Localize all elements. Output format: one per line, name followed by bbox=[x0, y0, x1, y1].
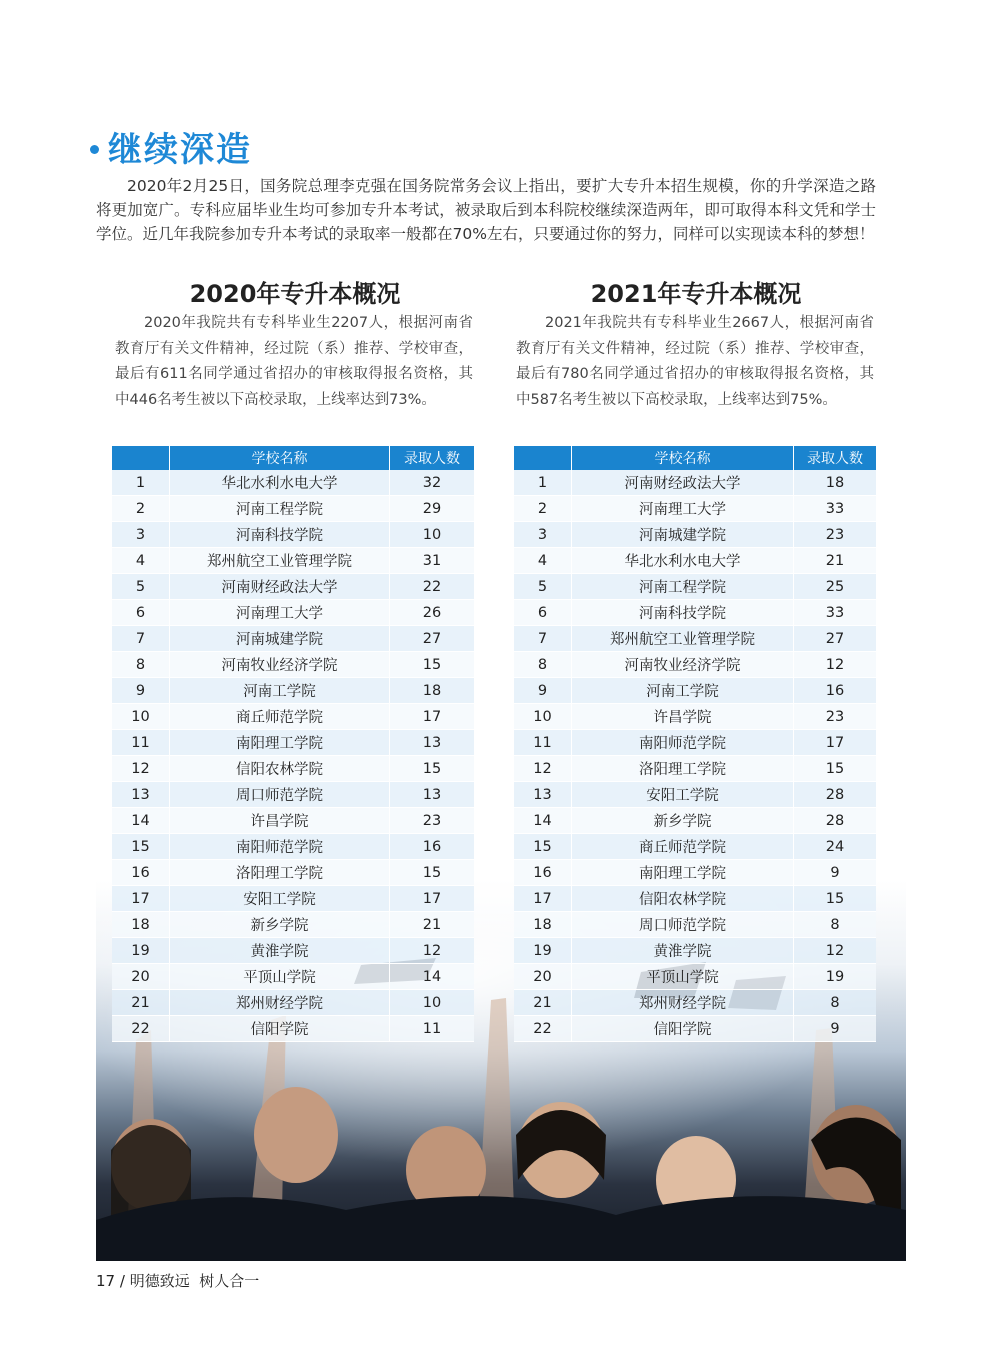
row-index: 17 bbox=[112, 886, 170, 912]
admitted-count: 12 bbox=[794, 652, 876, 678]
table-row bbox=[112, 756, 474, 782]
admitted-count: 18 bbox=[390, 678, 474, 704]
admitted-count: 17 bbox=[794, 730, 876, 756]
row-index: 20 bbox=[514, 964, 572, 990]
admitted-count: 10 bbox=[390, 522, 474, 548]
row-index: 6 bbox=[112, 600, 170, 626]
school-name: 安阳工学院 bbox=[170, 886, 390, 912]
row-index: 8 bbox=[112, 652, 170, 678]
table-row bbox=[112, 574, 474, 600]
row-index: 13 bbox=[112, 782, 170, 808]
row-index: 1 bbox=[514, 470, 572, 496]
table-row bbox=[514, 600, 876, 626]
admitted-count: 9 bbox=[794, 1016, 876, 1042]
admitted-count: 9 bbox=[794, 860, 876, 886]
school-name: 河南工学院 bbox=[170, 678, 390, 704]
table-row bbox=[514, 730, 876, 756]
school-name: 洛阳理工学院 bbox=[572, 756, 794, 782]
table-row bbox=[112, 652, 474, 678]
table-row bbox=[112, 600, 474, 626]
row-index: 8 bbox=[514, 652, 572, 678]
school-name: 华北水利水电大学 bbox=[170, 470, 390, 496]
admitted-count: 19 bbox=[794, 964, 876, 990]
school-name: 郑州航空工业管理学院 bbox=[572, 626, 794, 652]
table-row bbox=[514, 548, 876, 574]
admitted-count: 27 bbox=[794, 626, 876, 652]
table-row bbox=[112, 886, 474, 912]
school-name: 河南牧业经济学院 bbox=[170, 652, 390, 678]
school-name: 河南工程学院 bbox=[572, 574, 794, 600]
header-school: 学校名称 bbox=[170, 446, 390, 470]
school-name: 河南工程学院 bbox=[170, 496, 390, 522]
school-name: 平顶山学院 bbox=[170, 964, 390, 990]
row-index: 11 bbox=[514, 730, 572, 756]
school-name: 河南财经政法大学 bbox=[170, 574, 390, 600]
row-index: 17 bbox=[514, 886, 572, 912]
row-index: 22 bbox=[112, 1016, 170, 1042]
school-name: 河南理工大学 bbox=[170, 600, 390, 626]
school-name: 黄淮学院 bbox=[572, 938, 794, 964]
admitted-count: 15 bbox=[794, 756, 876, 782]
table-row bbox=[514, 886, 876, 912]
table-row bbox=[514, 860, 876, 886]
row-index: 3 bbox=[514, 522, 572, 548]
table-row bbox=[112, 808, 474, 834]
table-row bbox=[514, 496, 876, 522]
row-index: 6 bbox=[514, 600, 572, 626]
table-row bbox=[112, 496, 474, 522]
table-row bbox=[514, 626, 876, 652]
row-index: 18 bbox=[514, 912, 572, 938]
school-name: 郑州航空工业管理学院 bbox=[170, 548, 390, 574]
row-index: 9 bbox=[112, 678, 170, 704]
table-header-row bbox=[112, 446, 474, 470]
admitted-count: 23 bbox=[794, 522, 876, 548]
table-row bbox=[514, 782, 876, 808]
admitted-count: 15 bbox=[390, 860, 474, 886]
table-row bbox=[112, 678, 474, 704]
row-index: 9 bbox=[514, 678, 572, 704]
header-index bbox=[112, 446, 170, 470]
school-name: 华北水利水电大学 bbox=[572, 548, 794, 574]
title-2020: 2020年专升本概况 bbox=[189, 280, 401, 308]
admitted-count: 21 bbox=[390, 912, 474, 938]
row-index: 12 bbox=[514, 756, 572, 782]
header-count: 录取人数 bbox=[794, 446, 876, 470]
row-index: 11 bbox=[112, 730, 170, 756]
table-row bbox=[514, 938, 876, 964]
row-index: 16 bbox=[514, 860, 572, 886]
row-index: 19 bbox=[112, 938, 170, 964]
description-2021: 2021年我院共有专科毕业生2667人，根据河南省教育厅有关文件精神，经过院（系）推荐、学校审查，最后有780名同学通过省招办的审核取得报名资格，其中587名考生被以下高校录取，上线率达到75%。 bbox=[516, 315, 874, 408]
school-name: 新乡学院 bbox=[572, 808, 794, 834]
table-row bbox=[112, 990, 474, 1016]
table-row bbox=[112, 704, 474, 730]
table-row bbox=[112, 548, 474, 574]
admitted-count: 31 bbox=[390, 548, 474, 574]
table-row bbox=[112, 522, 474, 548]
row-index: 18 bbox=[112, 912, 170, 938]
row-index: 22 bbox=[514, 1016, 572, 1042]
table-row bbox=[514, 470, 876, 496]
school-name: 信阳农林学院 bbox=[572, 886, 794, 912]
header-index bbox=[514, 446, 572, 470]
admitted-count: 25 bbox=[794, 574, 876, 600]
row-index: 13 bbox=[514, 782, 572, 808]
table-row bbox=[514, 678, 876, 704]
school-name: 河南财经政法大学 bbox=[572, 470, 794, 496]
admitted-count: 12 bbox=[390, 938, 474, 964]
header-count: 录取人数 bbox=[390, 446, 474, 470]
description-2020: 2020年我院共有专科毕业生2207人，根据河南省教育厅有关文件精神，经过院（系）推荐、学校审查，最后有611名同学通过省招办的审核取得报名资格，其中446名考生被以下高校录取，上线率达到73%。 bbox=[115, 315, 473, 408]
admitted-count: 27 bbox=[390, 626, 474, 652]
admitted-count: 8 bbox=[794, 912, 876, 938]
table-row bbox=[514, 574, 876, 600]
school-name: 信阳农林学院 bbox=[170, 756, 390, 782]
bullet-dot-icon bbox=[90, 145, 99, 154]
table-row bbox=[514, 834, 876, 860]
row-index: 2 bbox=[112, 496, 170, 522]
table-row bbox=[514, 808, 876, 834]
school-name: 河南理工大学 bbox=[572, 496, 794, 522]
row-index: 5 bbox=[112, 574, 170, 600]
school-name: 安阳工学院 bbox=[572, 782, 794, 808]
table-row bbox=[112, 730, 474, 756]
table-row bbox=[514, 990, 876, 1016]
row-index: 10 bbox=[514, 704, 572, 730]
school-name: 郑州财经学院 bbox=[572, 990, 794, 1016]
row-index: 7 bbox=[514, 626, 572, 652]
row-index: 1 bbox=[112, 470, 170, 496]
table-row bbox=[112, 860, 474, 886]
table-row bbox=[112, 912, 474, 938]
table-row bbox=[112, 1016, 474, 1042]
admitted-count: 24 bbox=[794, 834, 876, 860]
admitted-count: 15 bbox=[794, 886, 876, 912]
section-heading bbox=[90, 122, 252, 171]
row-index: 15 bbox=[514, 834, 572, 860]
title-2021: 2021年专升本概况 bbox=[590, 280, 802, 308]
row-index: 4 bbox=[514, 548, 572, 574]
table-header-row bbox=[514, 446, 876, 470]
row-index: 2 bbox=[514, 496, 572, 522]
table-body-2021 bbox=[514, 470, 876, 1042]
school-name: 平顶山学院 bbox=[572, 964, 794, 990]
school-name: 洛阳理工学院 bbox=[170, 860, 390, 886]
section-title: 继续深造 bbox=[108, 130, 252, 170]
page-number: 17 bbox=[96, 1272, 116, 1290]
school-name: 信阳学院 bbox=[170, 1016, 390, 1042]
admitted-count: 26 bbox=[390, 600, 474, 626]
table-row bbox=[112, 938, 474, 964]
table-row bbox=[112, 964, 474, 990]
row-index: 12 bbox=[112, 756, 170, 782]
row-index: 10 bbox=[112, 704, 170, 730]
row-index: 20 bbox=[112, 964, 170, 990]
admitted-count: 29 bbox=[390, 496, 474, 522]
admitted-count: 13 bbox=[390, 782, 474, 808]
row-index: 15 bbox=[112, 834, 170, 860]
table-row bbox=[112, 782, 474, 808]
school-name: 河南科技学院 bbox=[170, 522, 390, 548]
school-name: 周口师范学院 bbox=[572, 912, 794, 938]
school-name: 南阳师范学院 bbox=[572, 730, 794, 756]
admitted-count: 11 bbox=[390, 1016, 474, 1042]
table-row bbox=[514, 912, 876, 938]
admitted-count: 32 bbox=[390, 470, 474, 496]
admitted-count: 28 bbox=[794, 782, 876, 808]
row-index: 5 bbox=[514, 574, 572, 600]
admitted-count: 13 bbox=[390, 730, 474, 756]
admitted-count: 33 bbox=[794, 600, 876, 626]
admitted-count: 28 bbox=[794, 808, 876, 834]
admitted-count: 23 bbox=[390, 808, 474, 834]
admitted-count: 14 bbox=[390, 964, 474, 990]
table-row bbox=[112, 834, 474, 860]
admitted-count: 22 bbox=[390, 574, 474, 600]
school-name: 南阳理工学院 bbox=[572, 860, 794, 886]
school-name: 南阳理工学院 bbox=[170, 730, 390, 756]
school-name: 南阳师范学院 bbox=[170, 834, 390, 860]
school-name: 许昌学院 bbox=[572, 704, 794, 730]
admitted-count: 8 bbox=[794, 990, 876, 1016]
table-row bbox=[514, 652, 876, 678]
admitted-count: 12 bbox=[794, 938, 876, 964]
school-name: 河南城建学院 bbox=[170, 626, 390, 652]
admitted-count: 17 bbox=[390, 704, 474, 730]
page-footer bbox=[96, 1270, 259, 1291]
school-name: 河南科技学院 bbox=[572, 600, 794, 626]
intro-paragraph: 2020年2月25日，国务院总理李克强在国务院常务会议上指出，要扩大专升本招生规模，你的升学深造之路将更加宽广。专科应届毕业生均可参加专升本考试，被录取后到本科院校继续深造两年，即可取得本科文凭和学士学位。近几年我院参加专升本考试的录取率一般都在70%左右，只要通过你的努力，同样可以实现读本科的梦想！ bbox=[96, 177, 876, 243]
admitted-count: 18 bbox=[794, 470, 876, 496]
school-name: 河南工学院 bbox=[572, 678, 794, 704]
admitted-count: 17 bbox=[390, 886, 474, 912]
table-row bbox=[514, 522, 876, 548]
admitted-count: 33 bbox=[794, 496, 876, 522]
row-index: 16 bbox=[112, 860, 170, 886]
row-index: 4 bbox=[112, 548, 170, 574]
school-name: 河南牧业经济学院 bbox=[572, 652, 794, 678]
admitted-count: 15 bbox=[390, 756, 474, 782]
admitted-count: 15 bbox=[390, 652, 474, 678]
admitted-count: 23 bbox=[794, 704, 876, 730]
admitted-count: 21 bbox=[794, 548, 876, 574]
admission-table-2020 bbox=[112, 446, 474, 1042]
header-school: 学校名称 bbox=[572, 446, 794, 470]
school-name: 商丘师范学院 bbox=[170, 704, 390, 730]
admission-table-2021 bbox=[514, 446, 876, 1042]
table-row bbox=[514, 964, 876, 990]
row-index: 7 bbox=[112, 626, 170, 652]
school-name: 许昌学院 bbox=[170, 808, 390, 834]
footer-separator: / bbox=[119, 1272, 125, 1290]
admitted-count: 16 bbox=[390, 834, 474, 860]
table-row bbox=[514, 756, 876, 782]
school-name: 河南城建学院 bbox=[572, 522, 794, 548]
admitted-count: 16 bbox=[794, 678, 876, 704]
table-row bbox=[112, 626, 474, 652]
row-index: 21 bbox=[514, 990, 572, 1016]
school-name: 新乡学院 bbox=[170, 912, 390, 938]
school-name: 商丘师范学院 bbox=[572, 834, 794, 860]
table-row bbox=[112, 470, 474, 496]
table-row bbox=[514, 1016, 876, 1042]
school-name: 周口师范学院 bbox=[170, 782, 390, 808]
school-name: 郑州财经学院 bbox=[170, 990, 390, 1016]
school-name: 信阳学院 bbox=[572, 1016, 794, 1042]
row-index: 14 bbox=[514, 808, 572, 834]
row-index: 21 bbox=[112, 990, 170, 1016]
footer-motto: 明德致远 树人合一 bbox=[129, 1272, 260, 1290]
school-name: 黄淮学院 bbox=[170, 938, 390, 964]
admitted-count: 10 bbox=[390, 990, 474, 1016]
table-body-2020 bbox=[112, 470, 474, 1042]
row-index: 19 bbox=[514, 938, 572, 964]
table-row bbox=[514, 704, 876, 730]
row-index: 14 bbox=[112, 808, 170, 834]
row-index: 3 bbox=[112, 522, 170, 548]
